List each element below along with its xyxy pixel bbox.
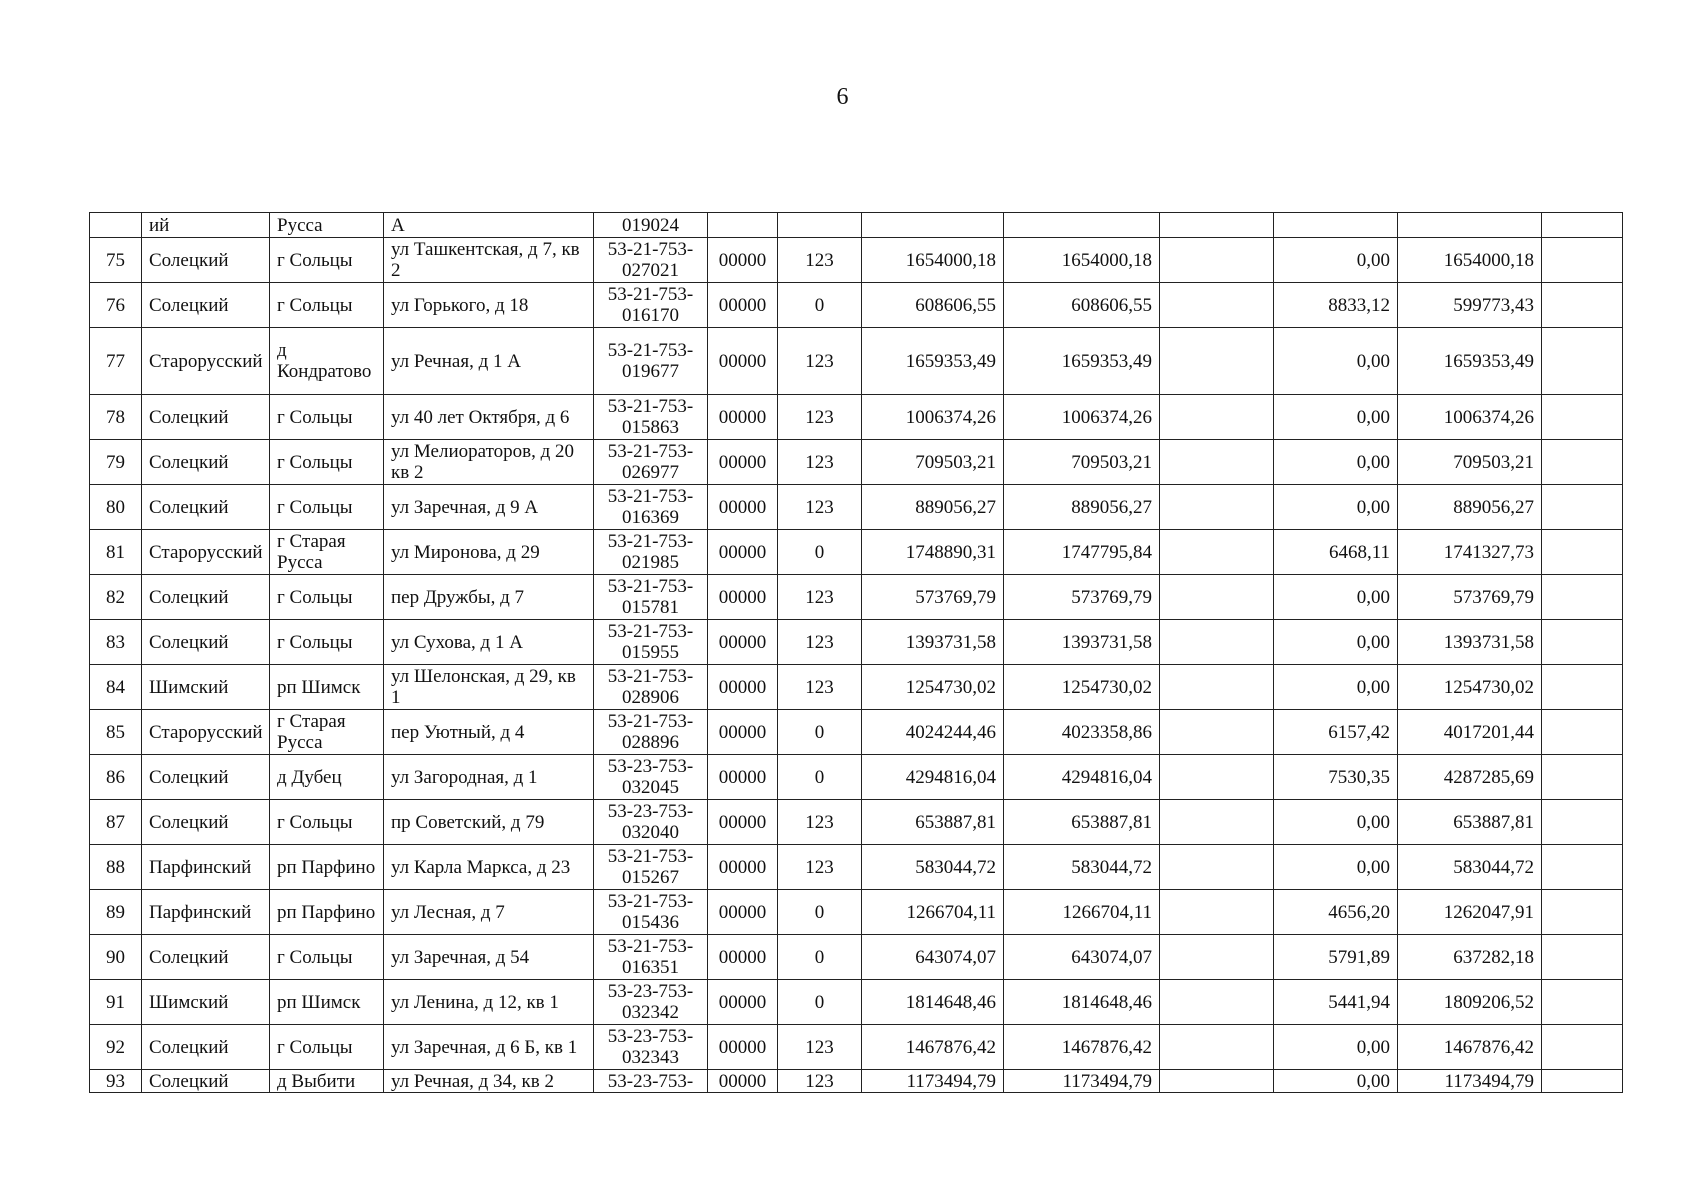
- empty-cell: [1160, 665, 1274, 710]
- table-row: [90, 213, 1623, 238]
- cell-v5: [1542, 710, 1623, 755]
- cell-v1: 653887,81: [862, 800, 1004, 845]
- cell-v3: 7530,35: [1274, 755, 1398, 800]
- empty-cell: [1160, 1070, 1274, 1093]
- cell-v4: 1254730,02: [1398, 665, 1542, 710]
- cell-v1: 1266704,11: [862, 890, 1004, 935]
- cell-v2: 583044,72: [1004, 845, 1160, 890]
- cell-code: 53-21-753-026977: [594, 440, 708, 485]
- cell-num: 76: [90, 283, 142, 328]
- cell-code: 53-23-753-032045: [594, 755, 708, 800]
- cell-v1: 1254730,02: [862, 665, 1004, 710]
- cell-district: Солецкий: [142, 395, 270, 440]
- table-row: [90, 980, 1623, 1025]
- empty-cell: [1160, 440, 1274, 485]
- cell-v3: 0,00: [1274, 238, 1398, 283]
- cell-v3: [1274, 213, 1398, 238]
- cell-v2: 1747795,84: [1004, 530, 1160, 575]
- cell-v1: 709503,21: [862, 440, 1004, 485]
- cell-district: Солецкий: [142, 238, 270, 283]
- cell-v4: 637282,18: [1398, 935, 1542, 980]
- cell-v2: 643074,07: [1004, 935, 1160, 980]
- cell-v3: 5441,94: [1274, 980, 1398, 1025]
- cell-kod: 00000: [708, 710, 778, 755]
- cell-kod: 00000: [708, 1025, 778, 1070]
- cell-v5: [1542, 395, 1623, 440]
- cell-kod: 00000: [708, 530, 778, 575]
- cell-v5: [1542, 890, 1623, 935]
- cell-num: 79: [90, 440, 142, 485]
- table-row: [90, 620, 1623, 665]
- empty-cell: [1160, 530, 1274, 575]
- cell-v2: 709503,21: [1004, 440, 1160, 485]
- cell-okved: 0: [778, 890, 862, 935]
- cell-code: 53-21-753-015955: [594, 620, 708, 665]
- cell-address: ул Ленина, д 12, кв 1: [384, 980, 594, 1025]
- table-row: [90, 935, 1623, 980]
- cell-v3: 0,00: [1274, 440, 1398, 485]
- cell-settlement: рп Парфино: [270, 845, 384, 890]
- cell-code: 53-23-753-032342: [594, 980, 708, 1025]
- cell-v3: 0,00: [1274, 328, 1398, 395]
- cell-v1: 1659353,49: [862, 328, 1004, 395]
- cell-v5: [1542, 800, 1623, 845]
- cell-settlement: г Сольцы: [270, 440, 384, 485]
- empty-cell: [1160, 283, 1274, 328]
- cell-v4: 1654000,18: [1398, 238, 1542, 283]
- cell-code: 53-21-753-016369: [594, 485, 708, 530]
- cell-v3: 0,00: [1274, 485, 1398, 530]
- cell-district: Солецкий: [142, 800, 270, 845]
- cell-v5: [1542, 980, 1623, 1025]
- cell-v1: [862, 213, 1004, 238]
- cell-code: 53-21-753-021985: [594, 530, 708, 575]
- cell-v3: 0,00: [1274, 620, 1398, 665]
- cell-address: ул Заречная, д 54: [384, 935, 594, 980]
- cell-v4: 1809206,52: [1398, 980, 1542, 1025]
- cell-code: 53-21-753-016351: [594, 935, 708, 980]
- cell-settlement: г Сольцы: [270, 1025, 384, 1070]
- page-number: 6: [836, 84, 849, 110]
- cell-num: 85: [90, 710, 142, 755]
- cell-code: 53-23-753-032040: [594, 800, 708, 845]
- cell-num: 89: [90, 890, 142, 935]
- empty-cell: [1160, 935, 1274, 980]
- cell-address: ул Миронова, д 29: [384, 530, 594, 575]
- cell-v3: 5791,89: [1274, 935, 1398, 980]
- cell-v5: [1542, 1070, 1623, 1093]
- cell-v3: 0,00: [1274, 575, 1398, 620]
- cell-num: 84: [90, 665, 142, 710]
- cell-kod: 00000: [708, 620, 778, 665]
- cell-v2: 1006374,26: [1004, 395, 1160, 440]
- cell-v5: [1542, 575, 1623, 620]
- cell-settlement: рп Шимск: [270, 980, 384, 1025]
- cell-settlement: г Сольцы: [270, 283, 384, 328]
- cell-v1: 1393731,58: [862, 620, 1004, 665]
- cell-v1: 1467876,42: [862, 1025, 1004, 1070]
- empty-cell: [1160, 213, 1274, 238]
- table-row: [90, 755, 1623, 800]
- cell-district: ий: [142, 213, 270, 238]
- cell-address: ул Горького, д 18: [384, 283, 594, 328]
- cell-settlement: г Старая Русса: [270, 530, 384, 575]
- cell-v2: 1467876,42: [1004, 1025, 1160, 1070]
- table-row: [90, 710, 1623, 755]
- cell-okved: 0: [778, 755, 862, 800]
- cell-v1: 608606,55: [862, 283, 1004, 328]
- cell-district: Солецкий: [142, 755, 270, 800]
- cell-v2: 1393731,58: [1004, 620, 1160, 665]
- cell-settlement: г Сольцы: [270, 800, 384, 845]
- cell-okved: 123: [778, 845, 862, 890]
- cell-v2: 4023358,86: [1004, 710, 1160, 755]
- cell-v4: 709503,21: [1398, 440, 1542, 485]
- cell-settlement: г Сольцы: [270, 485, 384, 530]
- cell-address: ул Сухова, д 1 А: [384, 620, 594, 665]
- cell-district: Шимский: [142, 980, 270, 1025]
- cell-okved: 123: [778, 328, 862, 395]
- empty-cell: [1160, 620, 1274, 665]
- cell-v4: 1006374,26: [1398, 395, 1542, 440]
- cell-v4: 653887,81: [1398, 800, 1542, 845]
- cell-v5: [1542, 665, 1623, 710]
- cell-settlement: д Выбити: [270, 1070, 384, 1093]
- empty-cell: [1160, 800, 1274, 845]
- cell-v3: 0,00: [1274, 1025, 1398, 1070]
- empty-cell: [1160, 755, 1274, 800]
- cell-settlement: рп Парфино: [270, 890, 384, 935]
- cell-v1: 1748890,31: [862, 530, 1004, 575]
- cell-district: Солецкий: [142, 935, 270, 980]
- cell-address: ул Ташкентская, д 7, кв 2: [384, 238, 594, 283]
- cell-code: 019024: [594, 213, 708, 238]
- empty-cell: [1160, 710, 1274, 755]
- cell-v3: 0,00: [1274, 800, 1398, 845]
- cell-kod: 00000: [708, 755, 778, 800]
- cell-kod: 00000: [708, 238, 778, 283]
- cell-code: 53-21-753-019677: [594, 328, 708, 395]
- cell-kod: 00000: [708, 1070, 778, 1093]
- cell-code: 53-21-753-015436: [594, 890, 708, 935]
- cell-kod: 00000: [708, 845, 778, 890]
- cell-district: Старорусский: [142, 530, 270, 575]
- table-row: [90, 395, 1623, 440]
- table-row: [90, 283, 1623, 328]
- table-row: [90, 890, 1623, 935]
- cell-kod: 00000: [708, 283, 778, 328]
- cell-v4: 4287285,69: [1398, 755, 1542, 800]
- cell-kod: 00000: [708, 395, 778, 440]
- cell-v3: 6157,42: [1274, 710, 1398, 755]
- cell-v1: 583044,72: [862, 845, 1004, 890]
- cell-kod: 00000: [708, 800, 778, 845]
- cell-okved: 0: [778, 980, 862, 1025]
- cell-address: ул 40 лет Октября, д 6: [384, 395, 594, 440]
- cell-v5: [1542, 620, 1623, 665]
- cell-address: А: [384, 213, 594, 238]
- cell-district: Старорусский: [142, 328, 270, 395]
- cell-num: 77: [90, 328, 142, 395]
- table-row: [90, 575, 1623, 620]
- table-row: [90, 440, 1623, 485]
- cell-district: Солецкий: [142, 440, 270, 485]
- cell-district: Старорусский: [142, 710, 270, 755]
- cell-v2: 1659353,49: [1004, 328, 1160, 395]
- cell-v2: 4294816,04: [1004, 755, 1160, 800]
- cell-num: 86: [90, 755, 142, 800]
- cell-code: 53-23-753-032343: [594, 1025, 708, 1070]
- cell-settlement: рп Шимск: [270, 665, 384, 710]
- cell-kod: [708, 213, 778, 238]
- table-row: [90, 800, 1623, 845]
- cell-v4: 599773,43: [1398, 283, 1542, 328]
- cell-district: Солецкий: [142, 1070, 270, 1093]
- cell-okved: 123: [778, 1070, 862, 1093]
- cell-v3: 0,00: [1274, 845, 1398, 890]
- table-row: [90, 238, 1623, 283]
- cell-settlement: г Сольцы: [270, 395, 384, 440]
- cell-v4: 1262047,91: [1398, 890, 1542, 935]
- cell-v2: 653887,81: [1004, 800, 1160, 845]
- table-body: [90, 213, 1623, 1093]
- cell-settlement: г Сольцы: [270, 238, 384, 283]
- cell-code: 53-23-753-: [594, 1070, 708, 1093]
- cell-v4: [1398, 213, 1542, 238]
- cell-num: 91: [90, 980, 142, 1025]
- empty-cell: [1160, 1025, 1274, 1070]
- cell-v4: 1467876,42: [1398, 1025, 1542, 1070]
- cell-num: 87: [90, 800, 142, 845]
- cell-district: Солецкий: [142, 620, 270, 665]
- cell-kod: 00000: [708, 935, 778, 980]
- empty-cell: [1160, 485, 1274, 530]
- cell-kod: 00000: [708, 575, 778, 620]
- cell-v5: [1542, 485, 1623, 530]
- cell-code: 53-21-753-028896: [594, 710, 708, 755]
- cell-v4: 1741327,73: [1398, 530, 1542, 575]
- cell-code: 53-21-753-015781: [594, 575, 708, 620]
- cell-district: Солецкий: [142, 485, 270, 530]
- cell-okved: 0: [778, 530, 862, 575]
- cell-v5: [1542, 440, 1623, 485]
- cell-okved: 123: [778, 665, 862, 710]
- cell-v2: 608606,55: [1004, 283, 1160, 328]
- cell-num: 78: [90, 395, 142, 440]
- cell-okved: 123: [778, 800, 862, 845]
- cell-district: Солецкий: [142, 575, 270, 620]
- cell-v1: 1654000,18: [862, 238, 1004, 283]
- cell-v2: 1814648,46: [1004, 980, 1160, 1025]
- cell-v4: 1393731,58: [1398, 620, 1542, 665]
- cell-address: ул Заречная, д 9 А: [384, 485, 594, 530]
- cell-okved: 123: [778, 238, 862, 283]
- cell-v3: 6468,11: [1274, 530, 1398, 575]
- cell-okved: 0: [778, 710, 862, 755]
- cell-num: 82: [90, 575, 142, 620]
- cell-settlement: г Старая Русса: [270, 710, 384, 755]
- cell-district: Парфинский: [142, 890, 270, 935]
- cell-okved: 123: [778, 485, 862, 530]
- cell-v5: [1542, 1025, 1623, 1070]
- cell-code: 53-21-753-015267: [594, 845, 708, 890]
- cell-v1: 4024244,46: [862, 710, 1004, 755]
- cell-address: пер Уютный, д 4: [384, 710, 594, 755]
- cell-v5: [1542, 845, 1623, 890]
- cell-v5: [1542, 238, 1623, 283]
- cell-kod: 00000: [708, 440, 778, 485]
- cell-v2: 573769,79: [1004, 575, 1160, 620]
- empty-cell: [1160, 238, 1274, 283]
- cell-v1: 573769,79: [862, 575, 1004, 620]
- table-row: [90, 328, 1623, 395]
- cell-v1: 4294816,04: [862, 755, 1004, 800]
- registry-table: [89, 212, 1623, 1093]
- cell-v4: 1173494,79: [1398, 1070, 1542, 1093]
- cell-address: пер Дружбы, д 7: [384, 575, 594, 620]
- cell-num: 93: [90, 1070, 142, 1093]
- cell-kod: 00000: [708, 485, 778, 530]
- table-row: [90, 530, 1623, 575]
- cell-v4: 573769,79: [1398, 575, 1542, 620]
- cell-address: ул Загородная, д 1: [384, 755, 594, 800]
- cell-address: ул Речная, д 1 А: [384, 328, 594, 395]
- cell-kod: 00000: [708, 980, 778, 1025]
- cell-address: ул Речная, д 34, кв 2: [384, 1070, 594, 1093]
- cell-v1: 1173494,79: [862, 1070, 1004, 1093]
- cell-v2: 1654000,18: [1004, 238, 1160, 283]
- cell-okved: 0: [778, 283, 862, 328]
- cell-num: 90: [90, 935, 142, 980]
- cell-v2: 889056,27: [1004, 485, 1160, 530]
- cell-v5: [1542, 935, 1623, 980]
- cell-okved: 123: [778, 620, 862, 665]
- empty-cell: [1160, 845, 1274, 890]
- cell-num: 88: [90, 845, 142, 890]
- cell-address: ул Карла Маркса, д 23: [384, 845, 594, 890]
- cell-num: 83: [90, 620, 142, 665]
- cell-v3: 8833,12: [1274, 283, 1398, 328]
- cell-district: Солецкий: [142, 1025, 270, 1070]
- cell-code: 53-21-753-027021: [594, 238, 708, 283]
- cell-v5: [1542, 530, 1623, 575]
- table-row: [90, 845, 1623, 890]
- cell-code: 53-21-753-028906: [594, 665, 708, 710]
- cell-code: 53-21-753-016170: [594, 283, 708, 328]
- empty-cell: [1160, 395, 1274, 440]
- cell-okved: 123: [778, 395, 862, 440]
- cell-v3: 0,00: [1274, 395, 1398, 440]
- cell-v5: [1542, 213, 1623, 238]
- cell-num: [90, 213, 142, 238]
- cell-settlement: г Сольцы: [270, 935, 384, 980]
- empty-cell: [1160, 575, 1274, 620]
- empty-cell: [1160, 328, 1274, 395]
- cell-okved: 123: [778, 440, 862, 485]
- cell-address: ул Лесная, д 7: [384, 890, 594, 935]
- cell-v2: 1254730,02: [1004, 665, 1160, 710]
- cell-district: Шимский: [142, 665, 270, 710]
- table-row: [90, 665, 1623, 710]
- cell-address: ул Мелиораторов, д 20 кв 2: [384, 440, 594, 485]
- cell-v3: 4656,20: [1274, 890, 1398, 935]
- cell-v5: [1542, 328, 1623, 395]
- cell-num: 81: [90, 530, 142, 575]
- cell-v1: 1006374,26: [862, 395, 1004, 440]
- cell-num: 80: [90, 485, 142, 530]
- cell-v2: 1173494,79: [1004, 1070, 1160, 1093]
- cell-v4: 4017201,44: [1398, 710, 1542, 755]
- cell-okved: 123: [778, 1025, 862, 1070]
- cell-address: пр Советский, д 79: [384, 800, 594, 845]
- cell-kod: 00000: [708, 665, 778, 710]
- empty-cell: [1160, 890, 1274, 935]
- cell-v5: [1542, 755, 1623, 800]
- cell-v2: [1004, 213, 1160, 238]
- cell-num: 92: [90, 1025, 142, 1070]
- cell-v4: 889056,27: [1398, 485, 1542, 530]
- cell-v3: 0,00: [1274, 665, 1398, 710]
- cell-v5: [1542, 283, 1623, 328]
- cell-okved: 123: [778, 575, 862, 620]
- cell-address: ул Шелонская, д 29, кв 1: [384, 665, 594, 710]
- table-row: [90, 1070, 1623, 1093]
- cell-kod: 00000: [708, 328, 778, 395]
- cell-okved: [778, 213, 862, 238]
- cell-settlement: г Сольцы: [270, 575, 384, 620]
- cell-settlement: г Сольцы: [270, 620, 384, 665]
- cell-kod: 00000: [708, 890, 778, 935]
- cell-code: 53-21-753-015863: [594, 395, 708, 440]
- cell-v4: 583044,72: [1398, 845, 1542, 890]
- cell-v4: 1659353,49: [1398, 328, 1542, 395]
- empty-cell: [1160, 980, 1274, 1025]
- cell-v3: 0,00: [1274, 1070, 1398, 1093]
- cell-v2: 1266704,11: [1004, 890, 1160, 935]
- cell-district: Солецкий: [142, 283, 270, 328]
- table-row: [90, 485, 1623, 530]
- cell-settlement: Русса: [270, 213, 384, 238]
- cell-v1: 643074,07: [862, 935, 1004, 980]
- cell-num: 75: [90, 238, 142, 283]
- cell-okved: 0: [778, 935, 862, 980]
- cell-settlement: д Дубец: [270, 755, 384, 800]
- table-row: [90, 1025, 1623, 1070]
- cell-v1: 889056,27: [862, 485, 1004, 530]
- cell-address: ул Заречная, д 6 Б, кв 1: [384, 1025, 594, 1070]
- cell-district: Парфинский: [142, 845, 270, 890]
- cell-v1: 1814648,46: [862, 980, 1004, 1025]
- cell-settlement: д Кондратово: [270, 328, 384, 395]
